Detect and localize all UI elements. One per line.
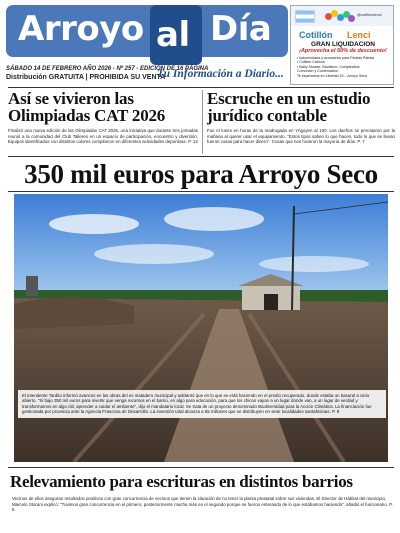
ad-item: Te esperamos en Libertad 15 – Arroyo Seco (297, 73, 368, 78)
ad-brand-cotillon: Cotillón (299, 30, 333, 40)
masthead-logo (6, 5, 288, 59)
advertisement (290, 5, 394, 85)
story-escruche[interactable] (207, 90, 395, 145)
logo-word-arroyo: Arroyo (18, 9, 144, 49)
logo-word-dia: Día (210, 9, 272, 49)
dateline: SÁBADO 14 DE FEBRERO AÑO 2026 - Nº 257 - EDICIÓN DE 16 PÁGINA (6, 66, 209, 72)
masthead-subline (6, 66, 286, 88)
top-rule (8, 87, 394, 88)
ad-subheadline: ¡Aprovecha el 50% de descuento! (299, 48, 387, 54)
main-headline[interactable]: 350 mil euros para Arroyo Seco (24, 159, 378, 189)
dirt-mound (14, 297, 134, 329)
story-olimpiadas-headline[interactable]: Así se vivieron las Olimpiadas CAT 2026 (8, 89, 166, 125)
ad-social-handle: @cotillonlenci (357, 12, 382, 17)
column-divider (202, 90, 203, 154)
cloud (94, 244, 214, 264)
balloons-icon (325, 9, 355, 23)
ad-item: Comunión y Confirmación (297, 69, 339, 74)
photo-caption: El intendente Tardito informó avances en las obras del ex matadero municipal y adelantó que en lo que se está haciendo en el predio recuperado, donde estaba un basural a cielo abierto. "Si bajo 350 mil euros para invertir que venga recursos en el barrio, en algo para educación, para que los chicos vayan a un lugar donde van, a un lugar de verdad y transformamos en algo útil, aprender a cuidar el ambiente", dijo el mandatario local. Se trata de un proyecto denominado Biodiversidad para la Acción Climática. La financiación fue gestionada por provincia ante la Agencia Francesa de Desarrollo. La inversión total alcanza a 65 millones que se distribuyen en siete localidades santafesinas. P. 9 (18, 390, 386, 418)
bottom-rule (8, 467, 394, 468)
cloud (164, 207, 264, 231)
argentina-flag-icon (295, 10, 315, 23)
main-rule (8, 191, 394, 192)
bottom-body: Vecinos de ellos aseguran resultados positivos con gran concurrencia de vecinos que tienen la situación de no tener la planta prestatal sobre sus viviendas. El Director de Hábitat del municipio, Marcelo Storani explicó: "Tuvimos gran concurrencia en el primero, posteriormente mucha más en el segundo porque se fueron enterando de lo que estábamos haciendo", añadió el funcionario. P. 6 (12, 496, 393, 513)
ad-item: • Baby Shower, Bautismo, Cumpleaños (297, 64, 360, 69)
mid-rule (8, 156, 394, 157)
logo-word-al: al (156, 15, 190, 55)
slogan: Tu Información a Diario... (157, 68, 284, 80)
story-escruche-headline[interactable]: Escruche en un estudio jurídico contable (207, 89, 371, 125)
bottom-headline[interactable]: Relevamiento para escrituras en distintos barrios (10, 472, 353, 491)
ad-headline: GRAN LIQUIDACION (311, 41, 375, 48)
story-escruche-body: Fue el lunes en horas de la madrugada en Yrigoyen al 100. Los dueños se percataron por la mañana al querer usar el equipamiento. "Estos tipos saben lo que hacen, todo lo que se llevan fueron cosas para hacer dinero". Cosas que nos hicieron la mayoría de días. P. 7 (207, 128, 395, 145)
ad-banner-strip (291, 6, 394, 26)
ad-item: • Cotillón Carioca (297, 60, 325, 65)
machinery (26, 276, 38, 296)
building-door (264, 294, 278, 310)
distribution-note: Distribución GRATUITA | PROHIBIDA SU VENTA (6, 74, 166, 81)
ad-item-list (297, 56, 393, 78)
ad-brand-lenci: Lenci (347, 30, 371, 40)
cloud (49, 214, 139, 234)
story-olimpiadas[interactable] (8, 90, 198, 145)
story-olimpiadas-body: Finalizó una nueva edición de las Olimpiadas CAT 2026, una iniciativa que durante tres jornadas reunió a la comunidad del Club Talleres en un espacio de participación, encuentro y diversión. Equipos identificados con distintos colores compitieron en diferentes actividades deportivas. P. 13 (8, 128, 198, 145)
ad-item: • Indumentaria y accesorios para Fiestas Patrias (297, 56, 375, 60)
cloud (259, 256, 369, 272)
main-photo (14, 194, 388, 462)
